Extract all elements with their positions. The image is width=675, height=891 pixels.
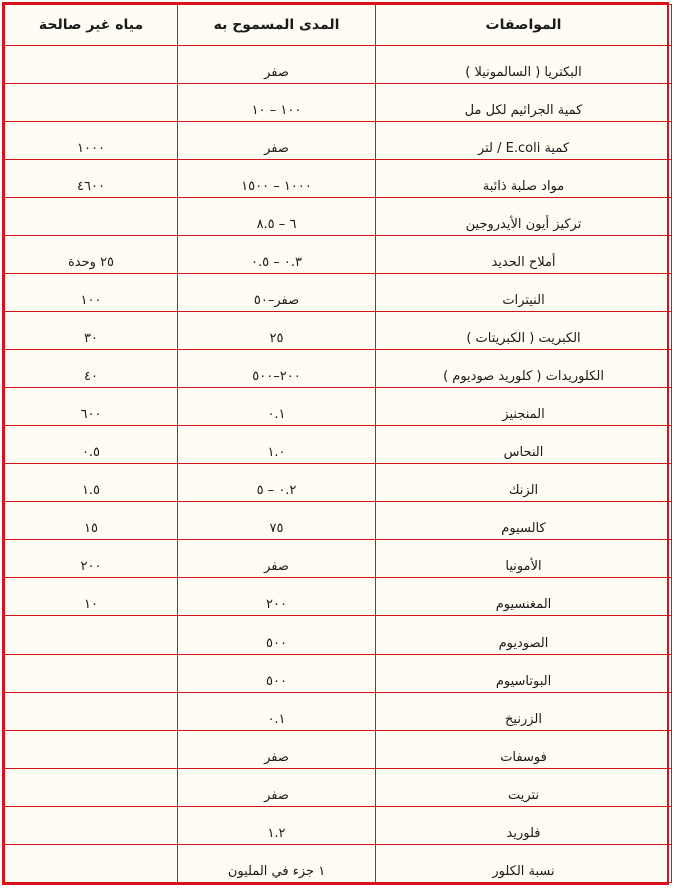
cell-range: صفر [178, 730, 376, 768]
cell-range: ١.٢ [178, 806, 376, 844]
cell-unsafe [5, 198, 178, 236]
header-row [5, 5, 672, 46]
cell-unsafe: ١.٥ [5, 464, 178, 502]
cell-unsafe: ٦٠٠ [5, 388, 178, 426]
cell-unsafe [5, 616, 178, 654]
cell-unsafe: ١٠٠ [5, 274, 178, 312]
cell-spec: الزنك [376, 464, 672, 502]
cell-unsafe [5, 46, 178, 84]
cell-range: ٧٥ [178, 502, 376, 540]
cell-range: ٠.٣ – ٠.٥ [178, 236, 376, 274]
cell-unsafe: ٠.٥ [5, 426, 178, 464]
cell-unsafe [5, 654, 178, 692]
cell-range: صفر [178, 46, 376, 84]
table-row [5, 654, 672, 692]
cell-spec: الكلوريدات ( كلوريد صوديوم ) [376, 350, 672, 388]
table-frame [2, 2, 669, 885]
table-row [5, 692, 672, 730]
table-row [5, 122, 672, 160]
cell-unsafe [5, 806, 178, 844]
cell-spec: الأمونيا [376, 540, 672, 578]
table-row [5, 464, 672, 502]
cell-spec: تركيز أيون الأيدروجين [376, 198, 672, 236]
cell-unsafe [5, 692, 178, 730]
table-row [5, 426, 672, 464]
cell-range: ١ جزء في المليون [178, 844, 376, 882]
cell-unsafe: ١٠٠٠ [5, 122, 178, 160]
cell-range: ٥٠٠ [178, 616, 376, 654]
cell-unsafe: ١٥ [5, 502, 178, 540]
table-row [5, 502, 672, 540]
cell-spec: كالسيوم [376, 502, 672, 540]
cell-spec: فوسفات [376, 730, 672, 768]
cell-range: صفر [178, 540, 376, 578]
cell-spec: نتريت [376, 768, 672, 806]
table-row [5, 350, 672, 388]
table-row [5, 236, 672, 274]
table-row [5, 198, 672, 236]
cell-range: صفر–٥٠ [178, 274, 376, 312]
cell-range: ٠.١ [178, 388, 376, 426]
cell-unsafe: ٤٠ [5, 350, 178, 388]
cell-spec: البوتاسيوم [376, 654, 672, 692]
cell-unsafe: ٢٥ وحدة [5, 236, 178, 274]
table-body [5, 46, 672, 883]
cell-range: ٠.٢ – ٥ [178, 464, 376, 502]
cell-unsafe: ٤٦٠٠ [5, 160, 178, 198]
cell-range: ١.٠ [178, 426, 376, 464]
table-row [5, 768, 672, 806]
cell-spec: أملاح الحديد [376, 236, 672, 274]
table-row [5, 84, 672, 122]
cell-spec: الزرنيخ [376, 692, 672, 730]
cell-unsafe: ١٠ [5, 578, 178, 616]
table-row [5, 274, 672, 312]
table-row [5, 616, 672, 654]
table-row [5, 160, 672, 198]
cell-range: ١٠٠ – ١٠ [178, 84, 376, 122]
cell-spec: الكبريت ( الكبريتات ) [376, 312, 672, 350]
cell-spec: النيترات [376, 274, 672, 312]
cell-range: ١٠٠٠ – ١٥٠٠ [178, 160, 376, 198]
cell-range: ٢٠٠–٥٠٠ [178, 350, 376, 388]
header-range: المدى المسموح به [178, 5, 376, 46]
header-unsafe: مياه غير صالحة [5, 5, 178, 46]
cell-unsafe: ٣٠ [5, 312, 178, 350]
header-spec: المواصفات [376, 5, 672, 46]
cell-spec: المغنسيوم [376, 578, 672, 616]
cell-range: ٢٥ [178, 312, 376, 350]
table-row [5, 578, 672, 616]
cell-range: ٥٠٠ [178, 654, 376, 692]
cell-range: ٠.١ [178, 692, 376, 730]
water-specs-table [4, 4, 672, 883]
table-row [5, 388, 672, 426]
cell-spec: مواد صلبة ذائبة [376, 160, 672, 198]
cell-spec: كمية E.coli / لتر [376, 122, 672, 160]
table-row [5, 844, 672, 882]
cell-unsafe [5, 84, 178, 122]
table-row [5, 312, 672, 350]
cell-spec: المنجنيز [376, 388, 672, 426]
cell-unsafe [5, 844, 178, 882]
cell-range: ٢٠٠ [178, 578, 376, 616]
table-row [5, 46, 672, 84]
cell-spec: نسبة الكلور [376, 844, 672, 882]
cell-unsafe [5, 768, 178, 806]
cell-spec: كمية الجراثيم لكل مل [376, 84, 672, 122]
cell-spec: النحاس [376, 426, 672, 464]
cell-spec: البكتريا ( السالمونيلا ) [376, 46, 672, 84]
cell-unsafe [5, 730, 178, 768]
cell-range: صفر [178, 122, 376, 160]
cell-spec: الصوديوم [376, 616, 672, 654]
cell-range: صفر [178, 768, 376, 806]
table-row [5, 806, 672, 844]
table-row [5, 540, 672, 578]
cell-spec: فلوريد [376, 806, 672, 844]
cell-range: ٦ – ٨.٥ [178, 198, 376, 236]
cell-unsafe: ٢٠٠ [5, 540, 178, 578]
table-row [5, 730, 672, 768]
